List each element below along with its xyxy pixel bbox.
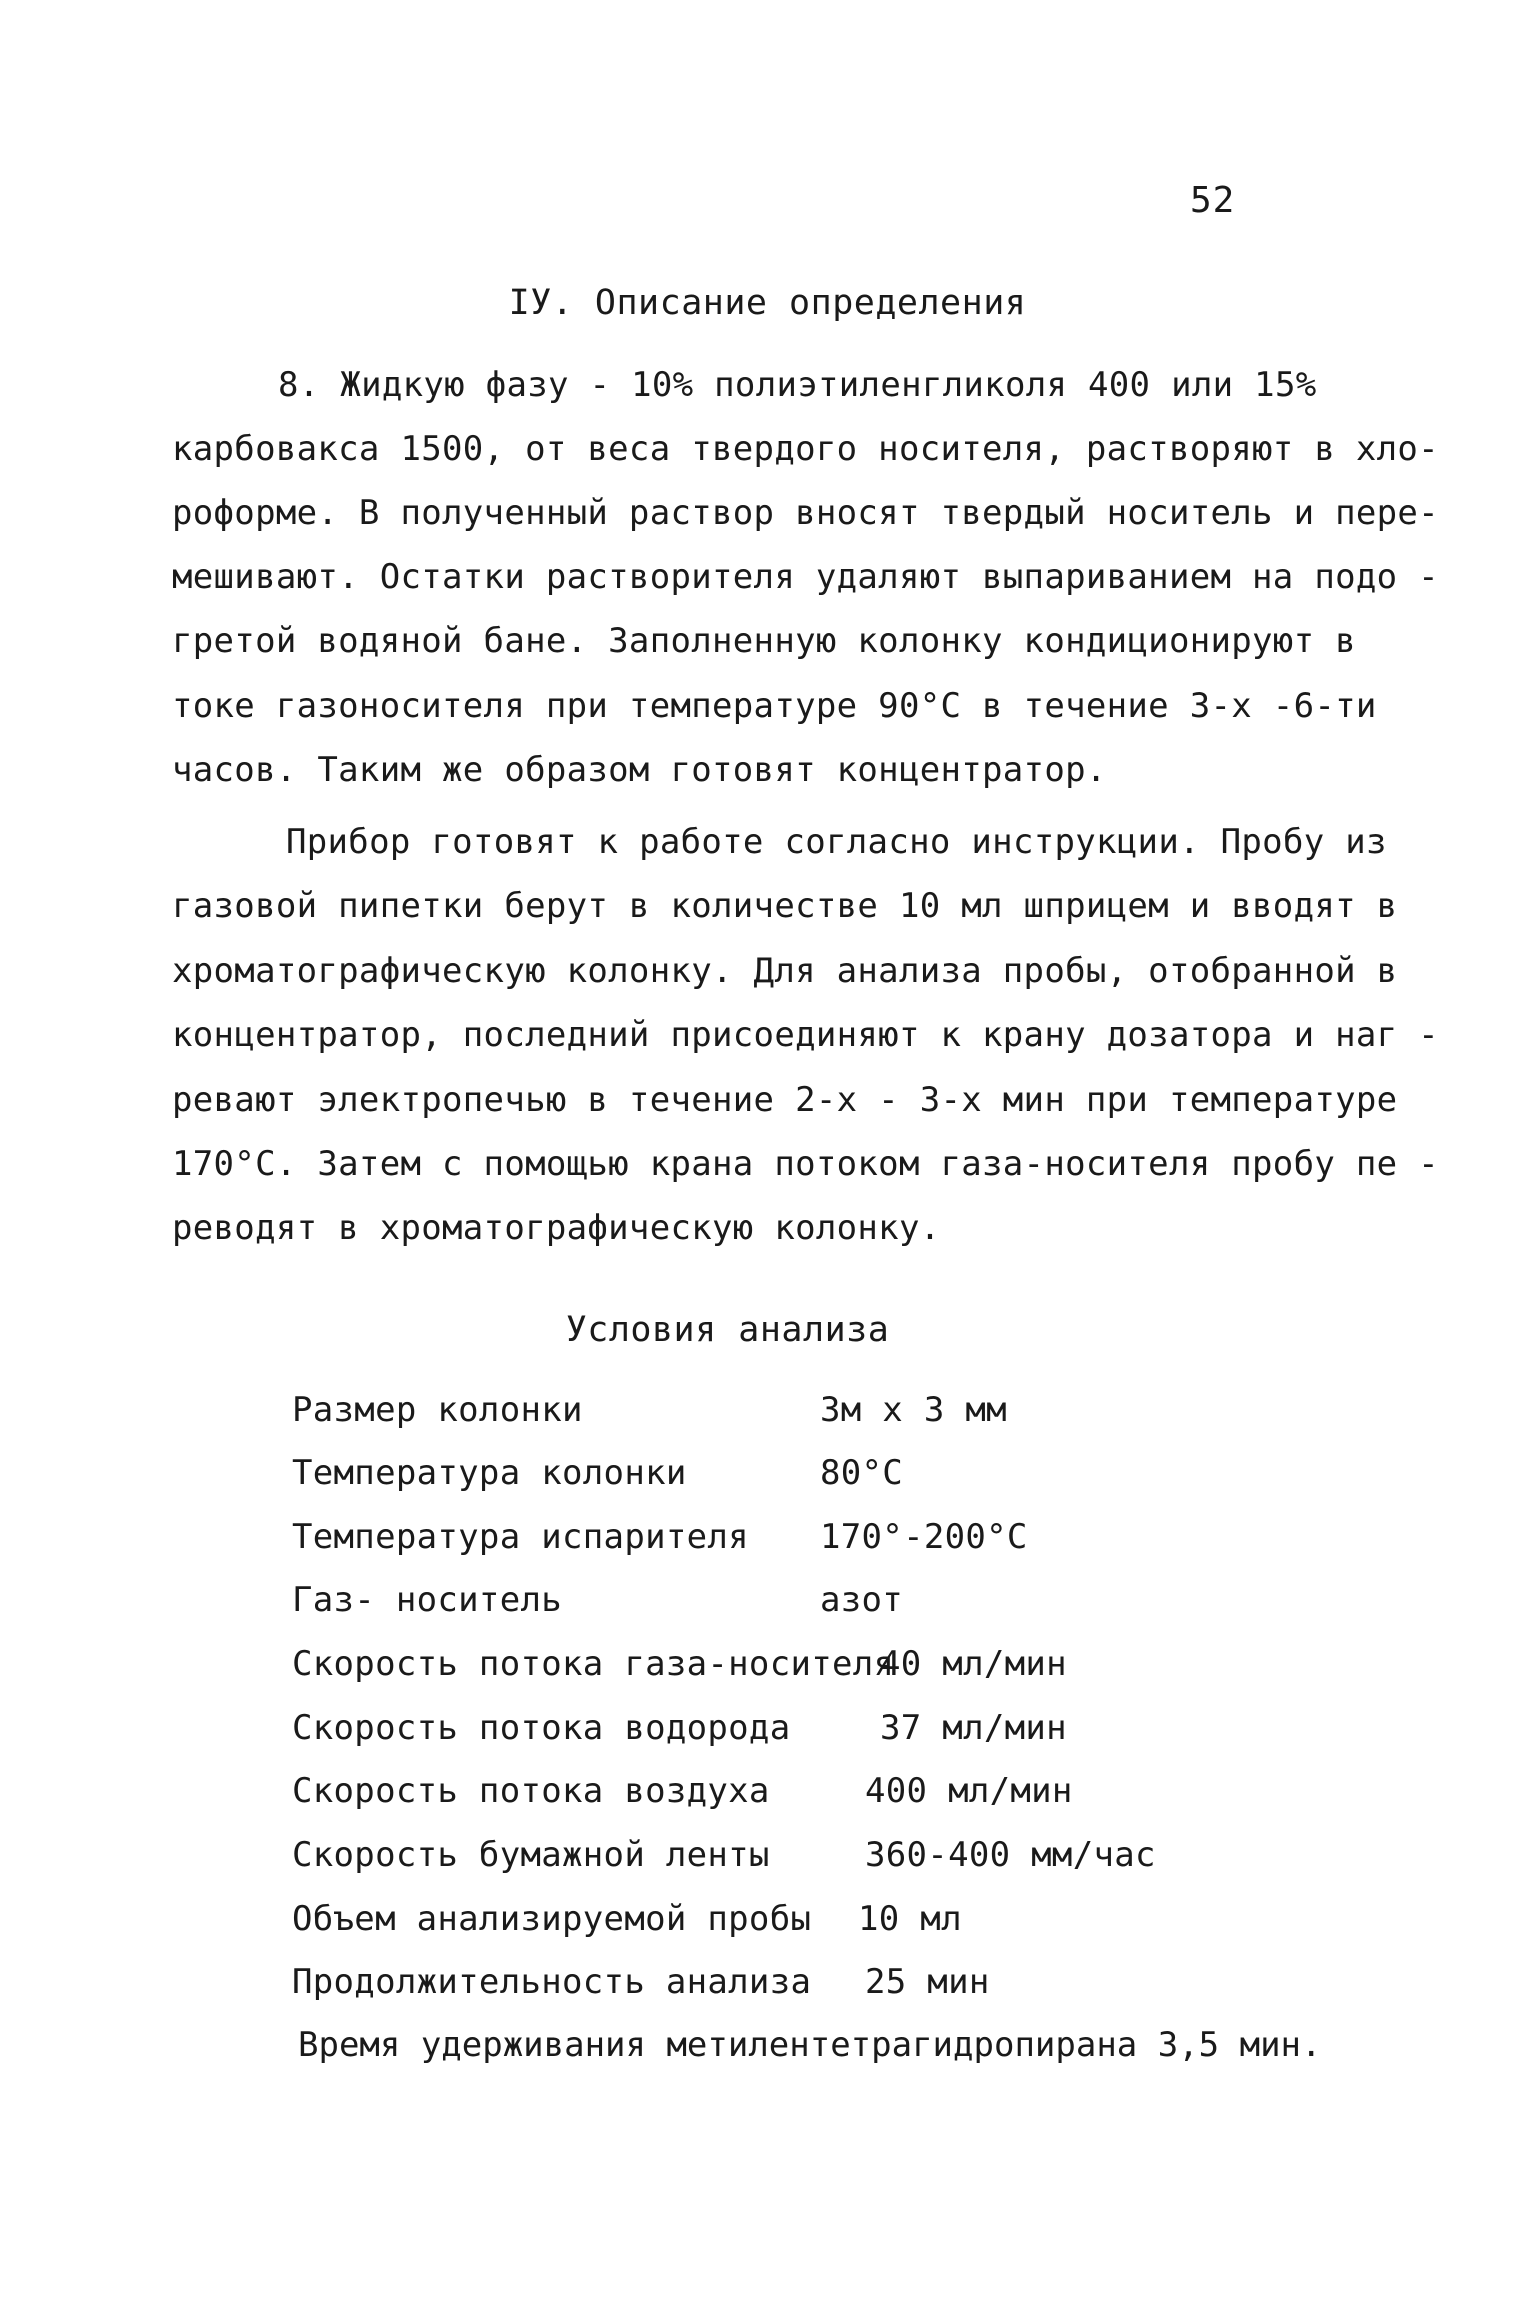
conditions-title: Условия анализа [565,1310,890,1350]
condition-label: Объем анализируемой пробы [292,1899,812,1939]
condition-label: Скорость бумажной ленты [292,1835,770,1875]
paragraph-line: Прибор готовят к работе согласно инструкции. Пробу из [286,822,1387,862]
condition-value: 37 мл/мин [880,1708,1067,1748]
paragraph-line: мешивают. Остатки растворителя удаляют выпариванием на подо - [172,557,1439,597]
page-number: 52 [1190,180,1236,221]
paragraph-line: концентратор, последний присоединяют к крану дозатора и наг - [172,1015,1439,1055]
condition-label: Скорость потока газа-носителя [292,1644,895,1684]
paragraph-line: гретой водяной бане. Заполненную колонку кондиционируют в [172,621,1356,661]
condition-label: Температура колонки [292,1453,687,1493]
paragraph-line: газовой пипетки берут в количестве 10 мл шприцем и вводят в [172,886,1398,926]
condition-label: Скорость потока водорода [292,1708,791,1748]
paragraph-line: токе газоносителя при температуре 90°С в течение 3-х -6-ти [172,686,1377,726]
paragraph-line: 8. Жидкую фазу - 10% полиэтиленгликоля 400 или 15% [278,365,1317,405]
condition-label: Продолжительность анализа [292,1962,812,2002]
condition-value: 25 мин [865,1962,990,2002]
condition-value: азот [820,1580,904,1620]
condition-value: 360-400 мм/час [865,1835,1156,1875]
condition-label: Размер колонки [292,1390,583,1430]
paragraph-line: хроматографическую колонку. Для анализа пробы, отобранной в [172,951,1398,991]
paragraph-line: часов. Таким же образом готовят концентратор. [172,750,1107,790]
paragraph-line: карбовакса 1500, от веса твердого носителя, растворяют в хло- [172,429,1439,469]
condition-label: Газ- носитель [292,1580,563,1620]
condition-value: 40 мл/мин [880,1644,1067,1684]
condition-value: 400 мл/мин [865,1771,1073,1811]
condition-label: Скорость потока воздуха [292,1771,770,1811]
paragraph-line: роформе. В полученный раствор вносят твердый носитель и пере- [172,493,1439,533]
condition-value: 80°С [820,1453,904,1493]
section-title: IУ. Описание определения [508,283,1027,323]
condition-label: Температура испарителя [292,1517,749,1557]
paragraph-line: 170°С. Затем с помощью крана потоком газа-носителя пробу пе - [172,1144,1439,1184]
paragraph-line: ревают электропечью в течение 2-х - 3-х мин при температуре [172,1080,1398,1120]
retention-time-line: Время удерживания метилентетрагидропирана 3,5 мин. [298,2025,1322,2065]
paragraph-line: реводят в хроматографическую колонку. [172,1208,941,1248]
condition-value: 3м х 3 мм [820,1390,1007,1430]
condition-value: 10 мл [858,1899,962,1939]
condition-value: 170°-200°С [820,1517,1028,1557]
